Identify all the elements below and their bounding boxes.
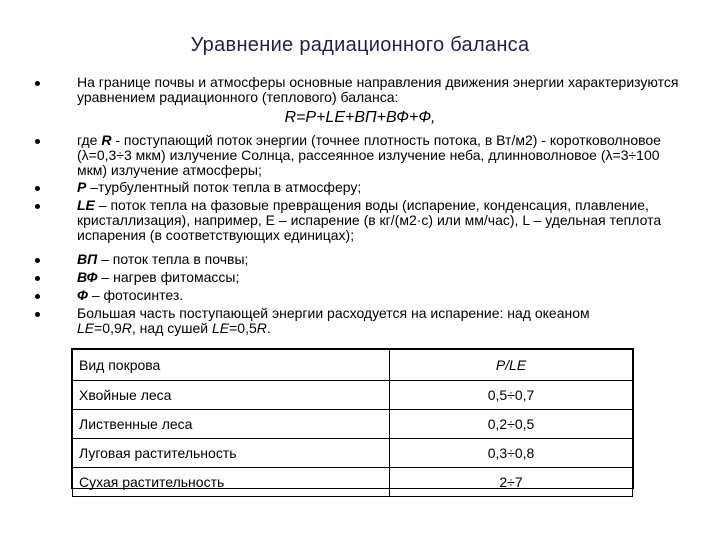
item-r (77, 133, 687, 178)
item-key: R (101, 132, 112, 148)
table-cell-ratio: 2÷7 (390, 468, 633, 497)
item-text: - поступающий поток энергии (точнее плотность потока, в Вт/м2) - коротковолновое (λ=0,3÷3 мкм) излучение Солнца, рассеянное излучение неба, длинноволновое (λ=3÷100 мкм) излучение атмосферы; (77, 132, 661, 178)
item-key: ВП (77, 251, 98, 267)
r-symbol: R (121, 320, 132, 336)
value: =0,9 (94, 320, 122, 336)
table-cell-ratio: 0,5÷0,7 (390, 381, 633, 410)
item-text: – поток тепла в почвы; (97, 251, 249, 267)
bullet-dot (35, 258, 40, 263)
table-cell-cover: Сухая растительность (73, 468, 390, 497)
value: =0,5 (229, 320, 257, 336)
table-cell-cover: Хвойные леса (73, 381, 390, 410)
item-prefix: где (77, 132, 102, 148)
bullet-dot (35, 186, 40, 191)
item-key: Р (77, 179, 87, 195)
header-ratio (390, 350, 633, 381)
header-ratio-text: P/LE (495, 357, 527, 373)
table-header-row (73, 350, 633, 381)
r-symbol: R (256, 320, 267, 336)
table-cell-cover: Луговая растительность (73, 439, 390, 468)
item-p (77, 180, 687, 195)
bullet-dot (35, 294, 40, 299)
item-f (77, 288, 687, 303)
equation: R=P+LE+ВП+ВФ+Ф, (284, 109, 436, 126)
header-cover-type: Вид покрова (73, 350, 390, 381)
le-symbol: LE (77, 320, 95, 336)
table-cell-ratio: 0,2÷0,5 (390, 410, 633, 439)
table-cell-cover: Лиственные леса (73, 410, 390, 439)
table-row (73, 410, 633, 439)
le-symbol: LE (211, 320, 230, 336)
bullet-dot (35, 312, 40, 317)
page-title: Уравнение радиационного баланса (190, 34, 530, 56)
item-le (77, 198, 687, 243)
bullet-dot (35, 276, 40, 281)
item-text: – фотосинтез. (87, 287, 184, 303)
text: . (266, 320, 271, 336)
table-cell-ratio: 0,3÷0,8 (390, 439, 633, 468)
item-key: ВФ (77, 269, 98, 285)
item-key: Ф (77, 287, 88, 303)
item-key: LE (77, 197, 95, 213)
table-row (73, 439, 633, 468)
item-vf (77, 270, 687, 285)
item-text: – поток тепла на фазовые превращения воды (испарение, конденсация, плавление, кристаллизация), например, Е – испарение (в кг/(м2·с) или мм/час), L – удельная теплота испарения (в соответствующих единицах); (77, 197, 662, 243)
item-text: –турбулентный поток тепла в атмосферу; (86, 179, 362, 195)
text: , над сушей (131, 320, 212, 336)
table-row (73, 468, 633, 497)
bullet-dot (35, 204, 40, 209)
bullet-dot (35, 139, 40, 144)
ratio-table (71, 348, 634, 489)
item-text: – нагрев фитомассы; (97, 269, 240, 285)
intro-text: На границе почвы и атмосферы основные направления движения энергии характеризуются уравнением радиационного (теплового) баланса: (77, 74, 679, 105)
item-evaporation (77, 306, 687, 336)
evap-line1: Большая часть поступающей энергии расходуется на испарение: над океаном (77, 305, 590, 321)
table-row (73, 381, 633, 410)
bullet-dot (35, 81, 40, 86)
item-vp (77, 252, 687, 267)
